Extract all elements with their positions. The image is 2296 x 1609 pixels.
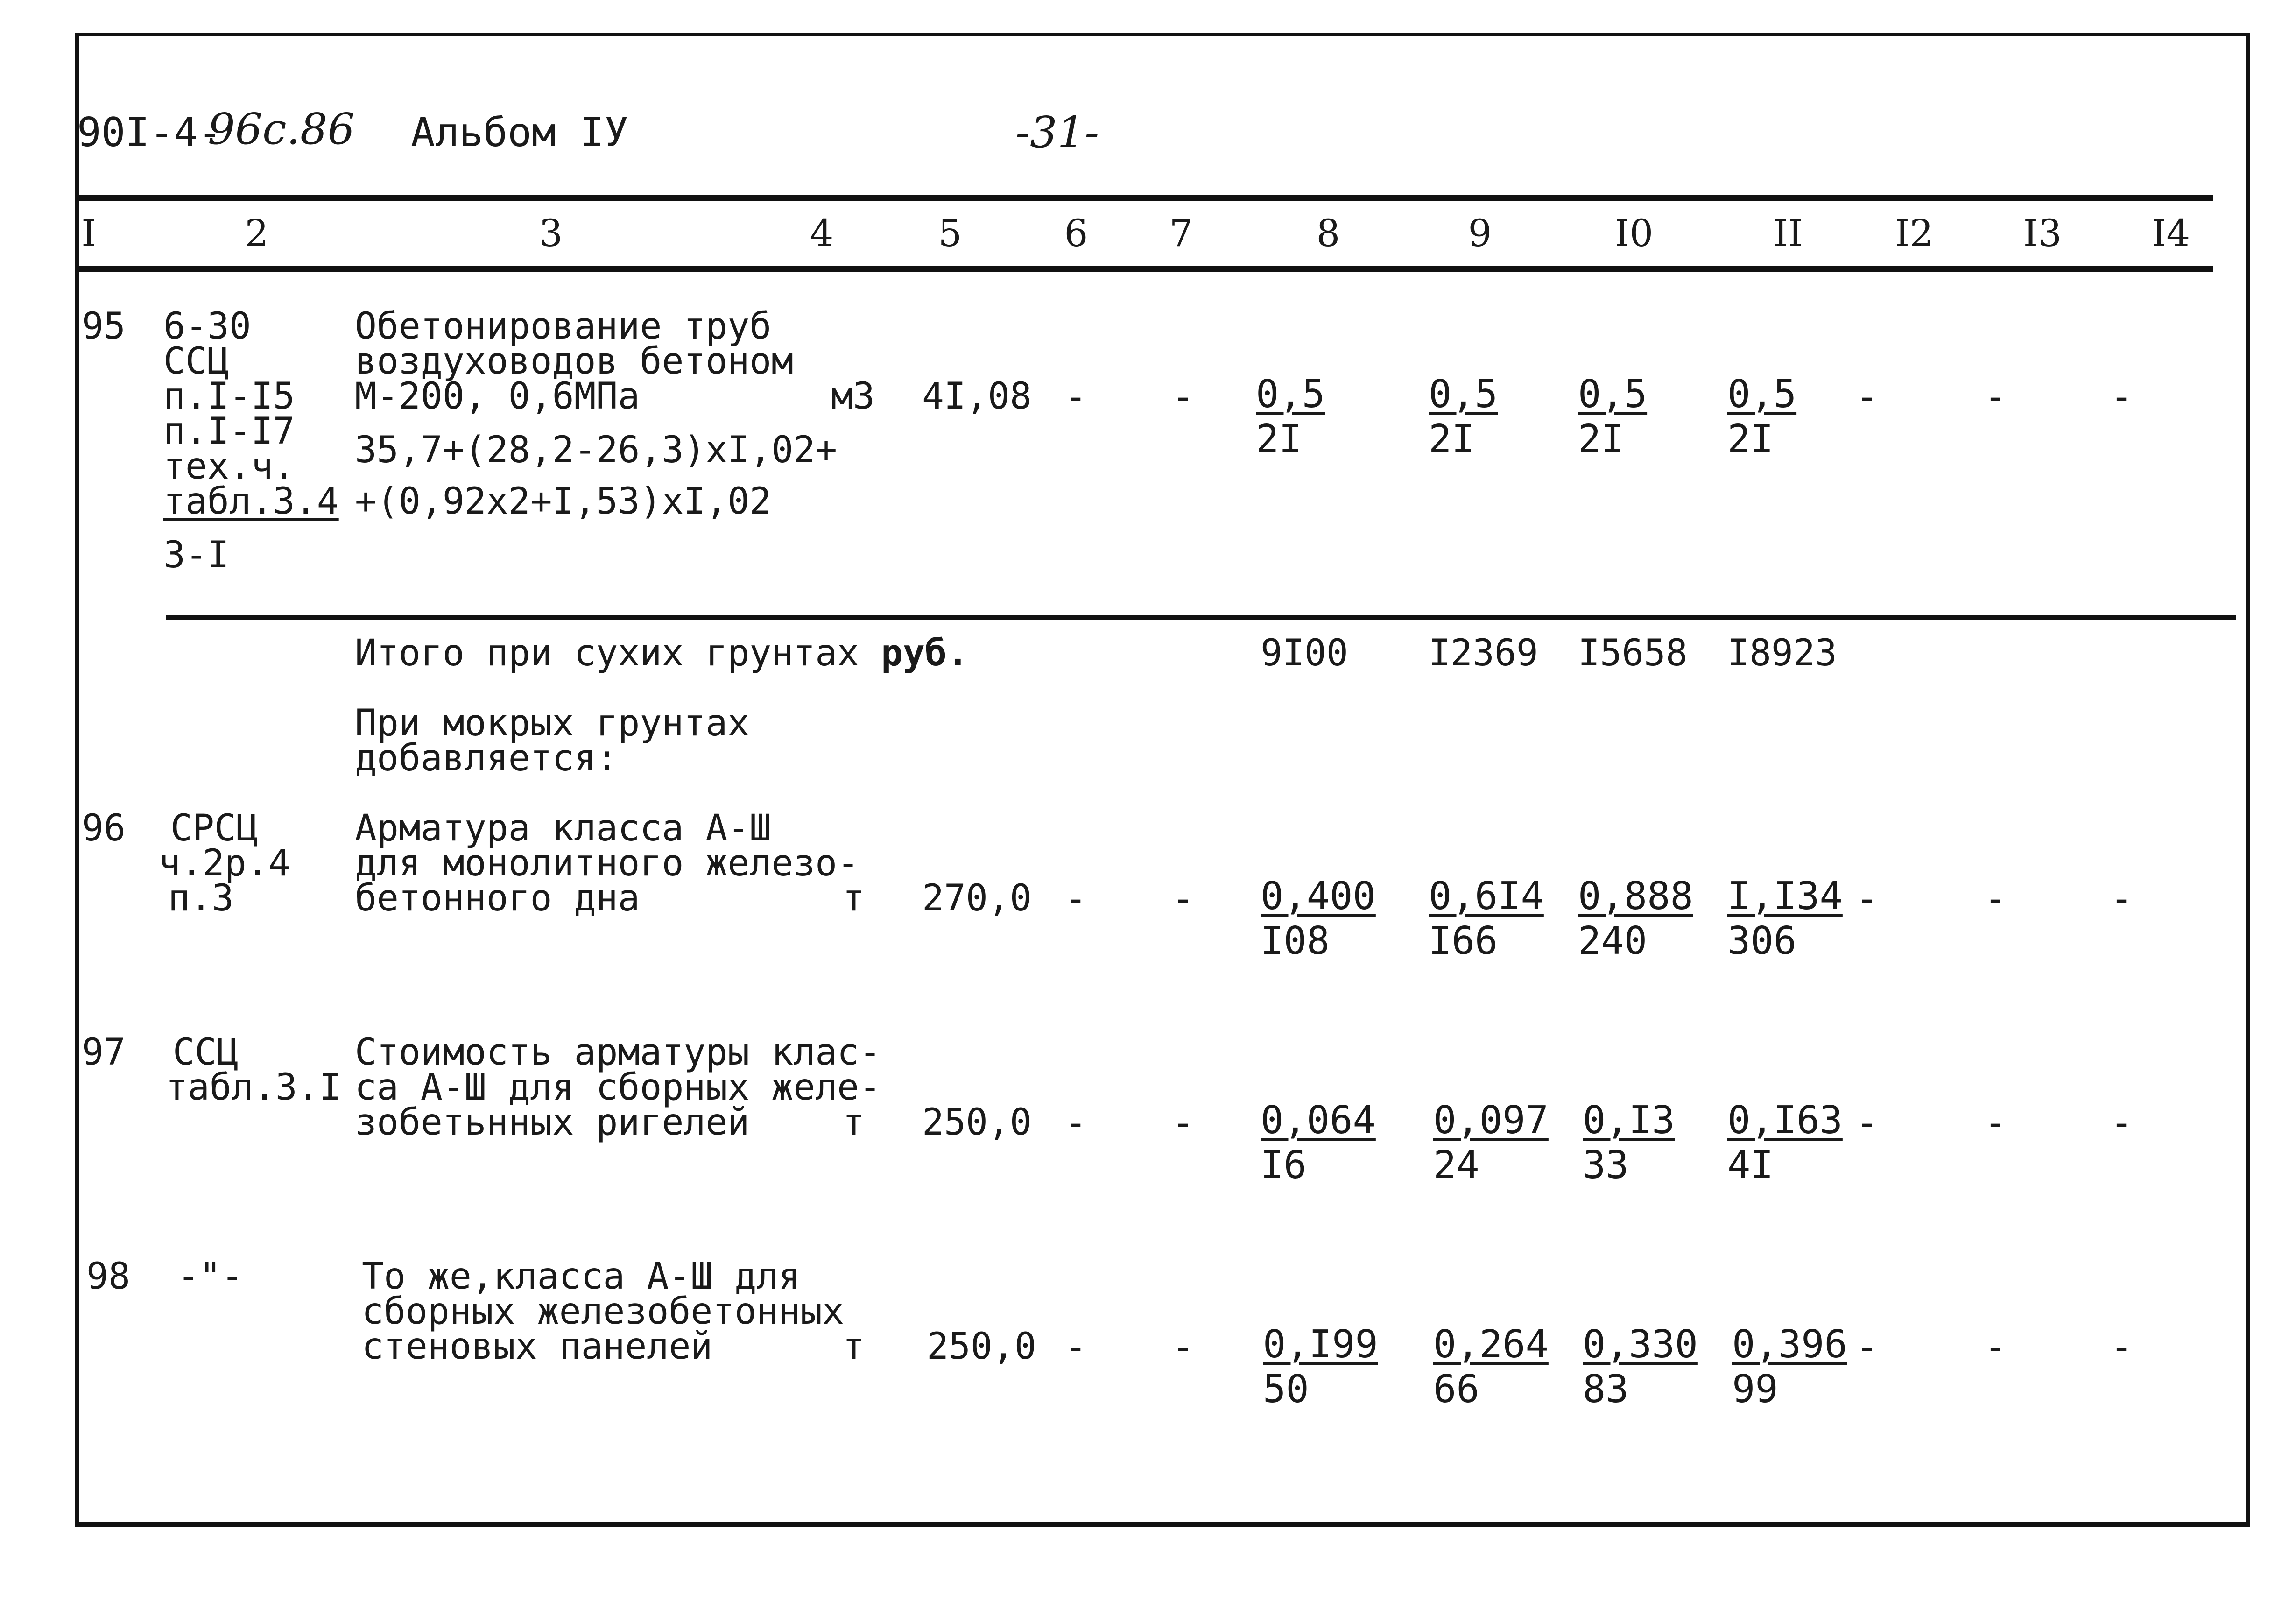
fraction-cell [1433,1100,1549,1186]
description-line: Стоимость арматуры клас- [355,1031,881,1073]
col-num-3: 3 [539,212,563,255]
cell-dash: - [1856,1101,1879,1144]
description-line: +(0,92х2+I,53)хI,02 [355,480,772,522]
cell-dash: - [2110,1325,2133,1369]
fraction-cell [1429,875,1544,962]
row-number: 96 [82,807,126,849]
description-line: зобетьнных ригелей [355,1101,750,1143]
fraction-denominator: I08 [1261,919,1330,963]
fraction-denominator: 66 [1433,1367,1479,1411]
unit-price: 270,0 [922,877,1032,919]
fraction-cell [1583,1324,1698,1411]
section-separator-rule [166,615,2236,620]
description-line: са А-Ш для сборных желе- [355,1066,881,1108]
fraction-cell [1261,1100,1376,1186]
ref-line: табл.3.4 [163,480,339,522]
cell-dash: - [2110,1101,2133,1144]
ref-line: ССЦ [163,340,229,382]
fraction-denominator: 83 [1583,1367,1629,1411]
cell-dash: - [1856,375,1879,418]
fraction-numerator: I,I34 [1727,874,1843,918]
fraction-numerator: 0,I99 [1263,1322,1378,1367]
total-currency: руб. [881,632,969,674]
cell-dash: - [2110,375,2133,418]
unit-price: 250,0 [927,1326,1036,1368]
cell-dash: - [1172,1101,1195,1144]
fraction-cell [1583,1100,1675,1186]
cell-dash: - [1984,1101,2007,1144]
description-line: стеновых панелей [362,1326,713,1368]
row-number: 97 [82,1031,126,1073]
fraction-numerator: 0,5 [1256,372,1325,416]
fraction-cell [1578,374,1647,460]
description-line: сборных железобетонных [362,1291,845,1333]
ref-line: 6-30 [163,305,251,347]
fraction-denominator: 2I [1578,417,1624,461]
cell-dash: - [1856,877,1879,920]
header-bottom-rule [77,266,2213,272]
cell-dash: - [1064,375,1087,418]
cell-dash: - [2110,877,2133,920]
fraction-cell [1263,1324,1378,1411]
cell-dash: - [1856,1325,1879,1369]
fraction-denominator: 24 [1433,1143,1479,1187]
wet-note-line: При мокрых грунтах [355,702,750,744]
fraction-cell [1727,1100,1843,1186]
cell-dash: - [1172,877,1195,920]
cell-dash: - [1064,1101,1087,1144]
col-num-12: I2 [1895,212,1934,255]
fraction-denominator: I6 [1261,1143,1307,1187]
fraction-numerator: 0,5 [1727,372,1797,416]
col-num-11: II [1773,212,1803,255]
total-value: I5658 [1578,632,1688,674]
doc-code-printed: 90I-4- [77,109,222,156]
total-label [355,632,969,674]
ref-line: СРСЦ [170,807,258,849]
total-value: I8923 [1727,632,1837,674]
cell-dash: - [1064,1325,1087,1369]
col-num-14: I4 [2151,212,2190,255]
col-num-8: 8 [1316,212,1340,255]
unit: т [843,1326,865,1368]
fraction-denominator: 2I [1727,417,1774,461]
fraction-numerator: 0,5 [1578,372,1648,416]
description-line: М-200, 0,6МПа [355,375,640,417]
fraction-denominator: 2I [1429,417,1475,461]
ref-line: п.I-I7 [163,410,295,452]
fraction-denominator: 2I [1256,417,1302,461]
fraction-denominator: 50 [1263,1367,1309,1411]
description-line: бетонного дна [355,877,640,919]
total-value: 9I00 [1261,632,1348,674]
unit-price: 250,0 [922,1101,1032,1143]
fraction-cell [1261,875,1376,962]
ref-line: ч.2р.4 [159,842,290,884]
album-label: Альбом IУ [411,109,628,156]
doc-code-handwritten: 96с.86 [208,104,355,154]
cell-dash: - [1172,375,1195,418]
fraction-cell [1433,1324,1549,1411]
ref-line: тех.ч. [163,445,295,487]
fraction-numerator: 0,097 [1433,1098,1549,1143]
fraction-denominator: 240 [1578,919,1648,963]
ref-line: 3-I [163,534,229,576]
col-num-6: 6 [1064,212,1088,255]
col-num-7: 7 [1169,212,1193,255]
description-line: 35,7+(28,2-26,3)хI,02+ [355,429,838,471]
fraction-numerator: 0,I63 [1727,1098,1843,1143]
col-num-4: 4 [810,212,834,255]
ref-line: п.I-I5 [163,375,295,417]
total-value: I2369 [1429,632,1538,674]
col-num-2: 2 [245,212,269,255]
col-num-10: I0 [1614,212,1654,255]
fraction-numerator: 0,6I4 [1429,874,1544,918]
fraction-denominator: 4I [1727,1143,1774,1187]
cell-dash: - [1064,877,1087,920]
unit: т [843,1101,865,1143]
fraction-denominator: 99 [1732,1367,1778,1411]
col-num-13: I3 [2023,212,2062,255]
fraction-numerator: 0,400 [1261,874,1376,918]
fraction-numerator: 0,396 [1732,1322,1847,1367]
description-line: для монолитного железо- [355,842,859,884]
fraction-numerator: 0,888 [1578,874,1693,918]
fraction-numerator: 0,I3 [1583,1098,1675,1143]
ref-line: п.3 [168,877,234,919]
fraction-cell [1429,374,1498,460]
cell-dash: - [1984,1325,2007,1369]
ref-line: табл.3.I [166,1066,341,1108]
fraction-numerator: 0,264 [1433,1322,1549,1367]
fraction-denominator: I66 [1429,919,1498,963]
description-line: Обетонирование труб [355,305,772,347]
ref-line: ССЦ [173,1031,239,1073]
cell-dash: - [1984,375,2007,418]
wet-note-line: добавляется: [355,737,618,779]
fraction-cell [1727,374,1796,460]
description-line: Арматура класса А-Ш [355,807,772,849]
description-line: воздуховодов бетоном [355,340,794,382]
header-top-rule [77,195,2213,201]
row-number: 95 [82,305,126,347]
unit: м3 [831,375,875,417]
fraction-denominator: 306 [1727,919,1797,963]
fraction-numerator: 0,5 [1429,372,1498,416]
cell-dash: - [1984,877,2007,920]
col-num-5: 5 [938,212,962,255]
col-num-1: I [81,212,96,255]
page-number: -31- [1015,107,1099,157]
col-num-9: 9 [1468,212,1492,255]
description-line: То же,класса А-Ш для [362,1256,801,1298]
row-number: 98 [86,1256,130,1298]
unit-price: 4I,08 [922,375,1032,417]
fraction-cell [1256,374,1325,460]
total-label-text: Итого при сухих грунтах [355,632,881,674]
fraction-denominator: 33 [1583,1143,1629,1187]
fraction-cell [1727,875,1843,962]
fraction-cell [1732,1324,1847,1411]
cell-dash: - [1172,1325,1195,1369]
fraction-cell [1578,875,1693,962]
fraction-numerator: 0,064 [1261,1098,1376,1143]
unit: т [843,877,865,919]
ref-line: -"- [177,1256,243,1298]
fraction-numerator: 0,330 [1583,1322,1698,1367]
